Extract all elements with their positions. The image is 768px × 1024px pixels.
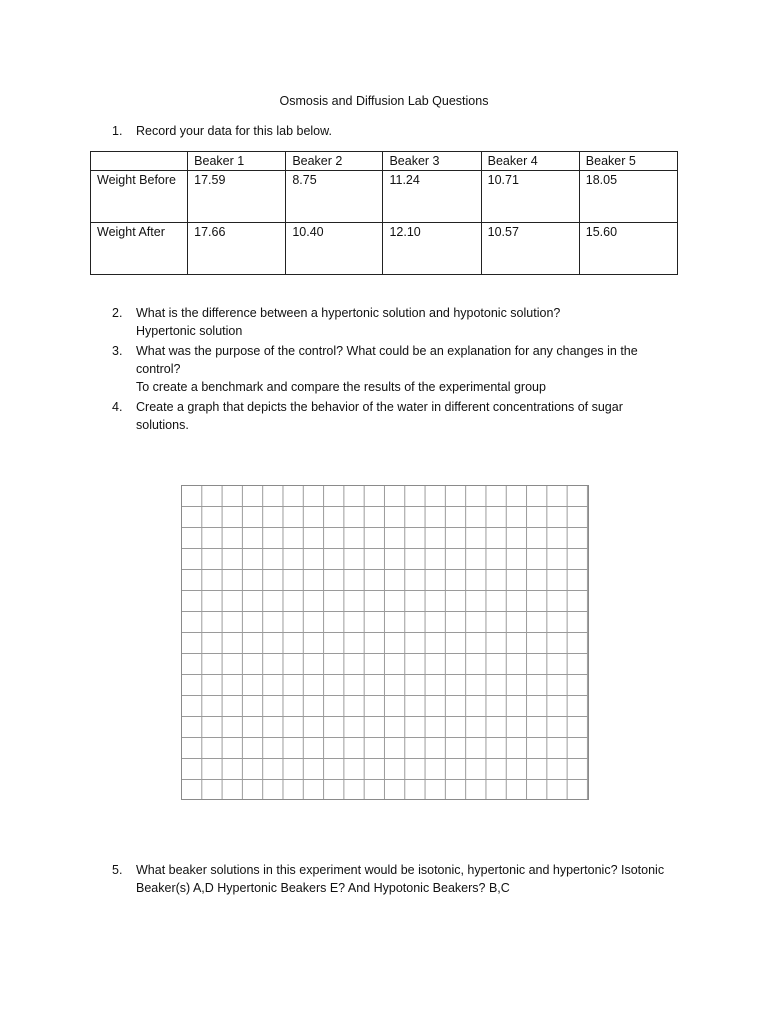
answer-text: To create a benchmark and compare the results of the experimental group: [136, 380, 546, 394]
table-row: [91, 171, 678, 223]
question-text: Create a graph that depicts the behavior of the water in different concentrations of sugar solutions.: [136, 400, 623, 432]
question-number: 3.: [112, 344, 123, 358]
column-header: Beaker 5: [579, 152, 677, 171]
question-5: [112, 861, 692, 897]
question-1: [112, 122, 682, 140]
table-corner-cell: [91, 152, 188, 171]
table-cell: 10.71: [481, 171, 579, 223]
question-3: [112, 342, 652, 396]
question-text: What was the purpose of the control? What could be an explanation for any changes in the control?: [136, 344, 638, 376]
table-row: [91, 223, 678, 275]
table-cell: 11.24: [383, 171, 481, 223]
answer-text: Hypertonic solution: [136, 324, 243, 338]
row-label: Weight Before: [91, 171, 188, 223]
table-cell: 18.05: [579, 171, 677, 223]
column-header: Beaker 3: [383, 152, 481, 171]
question-number: 2.: [112, 306, 123, 320]
row-label: Weight After: [91, 223, 188, 275]
table-header-row: [91, 152, 678, 171]
table-cell: 17.66: [188, 223, 286, 275]
table-cell: 10.57: [481, 223, 579, 275]
document-title: Osmosis and Diffusion Lab Questions: [279, 94, 489, 108]
table-cell: 17.59: [188, 171, 286, 223]
question-number: 4.: [112, 400, 123, 414]
table-cell: 12.10: [383, 223, 481, 275]
column-header: Beaker 2: [286, 152, 383, 171]
question-text: What beaker solutions in this experiment would be isotonic, hypertonic and hypertonic? Isotonic Beaker(s) A,D Hypertonic Beakers E? And Hypotonic Beakers? B,C: [136, 863, 665, 895]
data-table: [90, 151, 678, 275]
question-number: 1.: [112, 124, 123, 138]
question-2: [112, 304, 682, 340]
column-header: Beaker 1: [188, 152, 286, 171]
table-cell: 15.60: [579, 223, 677, 275]
graph-grid: [181, 485, 589, 800]
question-text: What is the difference between a hypertonic solution and hypotonic solution?: [136, 306, 561, 320]
question-number: 5.: [112, 863, 123, 877]
table-cell: 10.40: [286, 223, 383, 275]
column-header: Beaker 4: [481, 152, 579, 171]
table-cell: 8.75: [286, 171, 383, 223]
question-text: Record your data for this lab below.: [136, 124, 332, 138]
question-4: [112, 398, 652, 434]
